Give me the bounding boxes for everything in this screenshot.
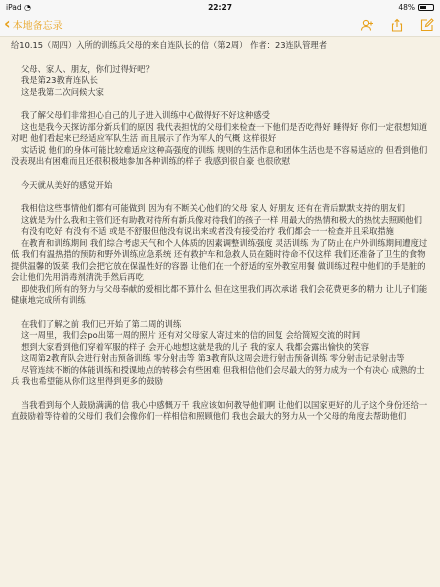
paragraph: 我相信这些事情他们都有可能做到 因为有不断关心他们的父母 家人 好朋友 还有在背后默默支持的朋友们 [21,203,405,213]
paragraph: 想到大家看到他们穿着军服的样子 会开心地想这就是我的儿子 我的家人 我都会露出愉快的笑容 [21,341,370,352]
paragraph: 在教育和训练期间 我们综合考虑天气和个人体质的因素调整训练强度 灵活训练 为了防止在户外训练期间遭度过低 我们有温热措的预防和野外训练应急系统 还有救护车和急救人员在随时待命不仅这样 我们还准备了卫生的食物 提供温馨的饭菜 我们会把它放在保温性好的容器 让他们在一个舒适的室外教室用餐 做训练过程中他们的手是脏的 会让他们先用消毒剂清洗手然后再吃 [11,237,429,282]
paragraph: 我了解父母们非常担心自己的儿子进入训练中心做得好不好这种感受 [21,110,270,120]
device-name: iPad [6,3,22,12]
note-title: 给10.15（周四）入所的训练兵父母的来自连队长的信（第2周） 作者：23连队管理者 [11,40,328,50]
paragraph: 实话说 他们的身体可能比较难适应这种高强度的训练 规则的生活作息和团体生活也是不容易适应的 但看到他们没表现出有困难而且还很积极地参加各种训练的样子 我感到很自豪 也很欣慰 [11,144,428,166]
compose-icon[interactable] [420,18,434,32]
toolbar [360,18,434,32]
person-add-icon[interactable] [360,18,374,32]
battery-percent: 48% [398,3,415,12]
paragraph: 尽管连续不断的体能训练和授课地点的转移会有些困难 但我相信他们会尽最大的努力成为一个有决心 成熟的士兵 我也希望能从你们这里得到更多的鼓励 [11,364,425,386]
paragraph: 这就是为什么我和主管们还有助教对待所有新兵像对待我们的孩子一样 用最大的热情和极大的热忱去照顾他们 [21,214,422,225]
paragraph: 这一周里，我们会po出第一周的照片 还有对父母家人寄过来的信的回复 会给简短交流的时间 [21,330,361,340]
greeting-line: 我是第23教育连队长 [21,75,98,85]
navigation-bar [0,15,440,37]
paragraph: 这周第2教育队会进行射击预备训练 零分射击等 第3教育队这周会进行射击预备训练 零分射击记录射击等 [21,353,405,363]
status-bar [0,0,440,15]
note-body[interactable] [11,40,432,423]
back-button[interactable] [4,13,63,33]
greeting-line: 父母、家人、朋友，你们过得好吧？ [21,63,154,74]
paragraph: 有没有吃好 有没有不适 或是不舒服但他没有说出来或者没有接受治疗 我们都会一一检查并且采取措施 [21,226,394,236]
paragraph: 当我看到每个人鼓励满满的信 我心中感慨万千 我应该如何教导他们啊 让他们以国家更好的儿子这个身份还给一直鼓励着等待着的父母们 我们会像你们一样相信和照顾他们 我也会最大的努力从一个父母的角度去帮助他们 [11,399,428,421]
share-icon[interactable] [390,18,404,32]
paragraph: 即使我们所有的努力与父母奉献的爱相比都不算什么 但在这里我们再次承诺 我们会花费更多的精力 让儿子们能健康地完成所有训练 [11,283,428,305]
paragraph: 这也是我今天探访部分新兵们的原因 我代表担忧的父母们来检查一下他们是否吃得好 睡得好 你们一定很想知道 对吧 他们看起来已经适应军队生活 而且展示了作为军人的气概 这样很好 [11,121,430,143]
battery-status [398,3,434,12]
chevron-left-icon: ‹ [4,13,11,33]
battery-fill [420,6,426,9]
greeting-line: 这是我第二次问候大家 [21,86,104,97]
battery-icon [418,4,434,11]
paragraph: 今天就从美好的感觉开始 [21,179,113,190]
wifi-icon: ◔ [24,3,32,12]
paragraph: 在我们了解之前 我们已开始了第二周的训练 [21,318,182,329]
clock: 22:27 [208,3,232,12]
back-label: 本地备忘录 [12,21,63,32]
